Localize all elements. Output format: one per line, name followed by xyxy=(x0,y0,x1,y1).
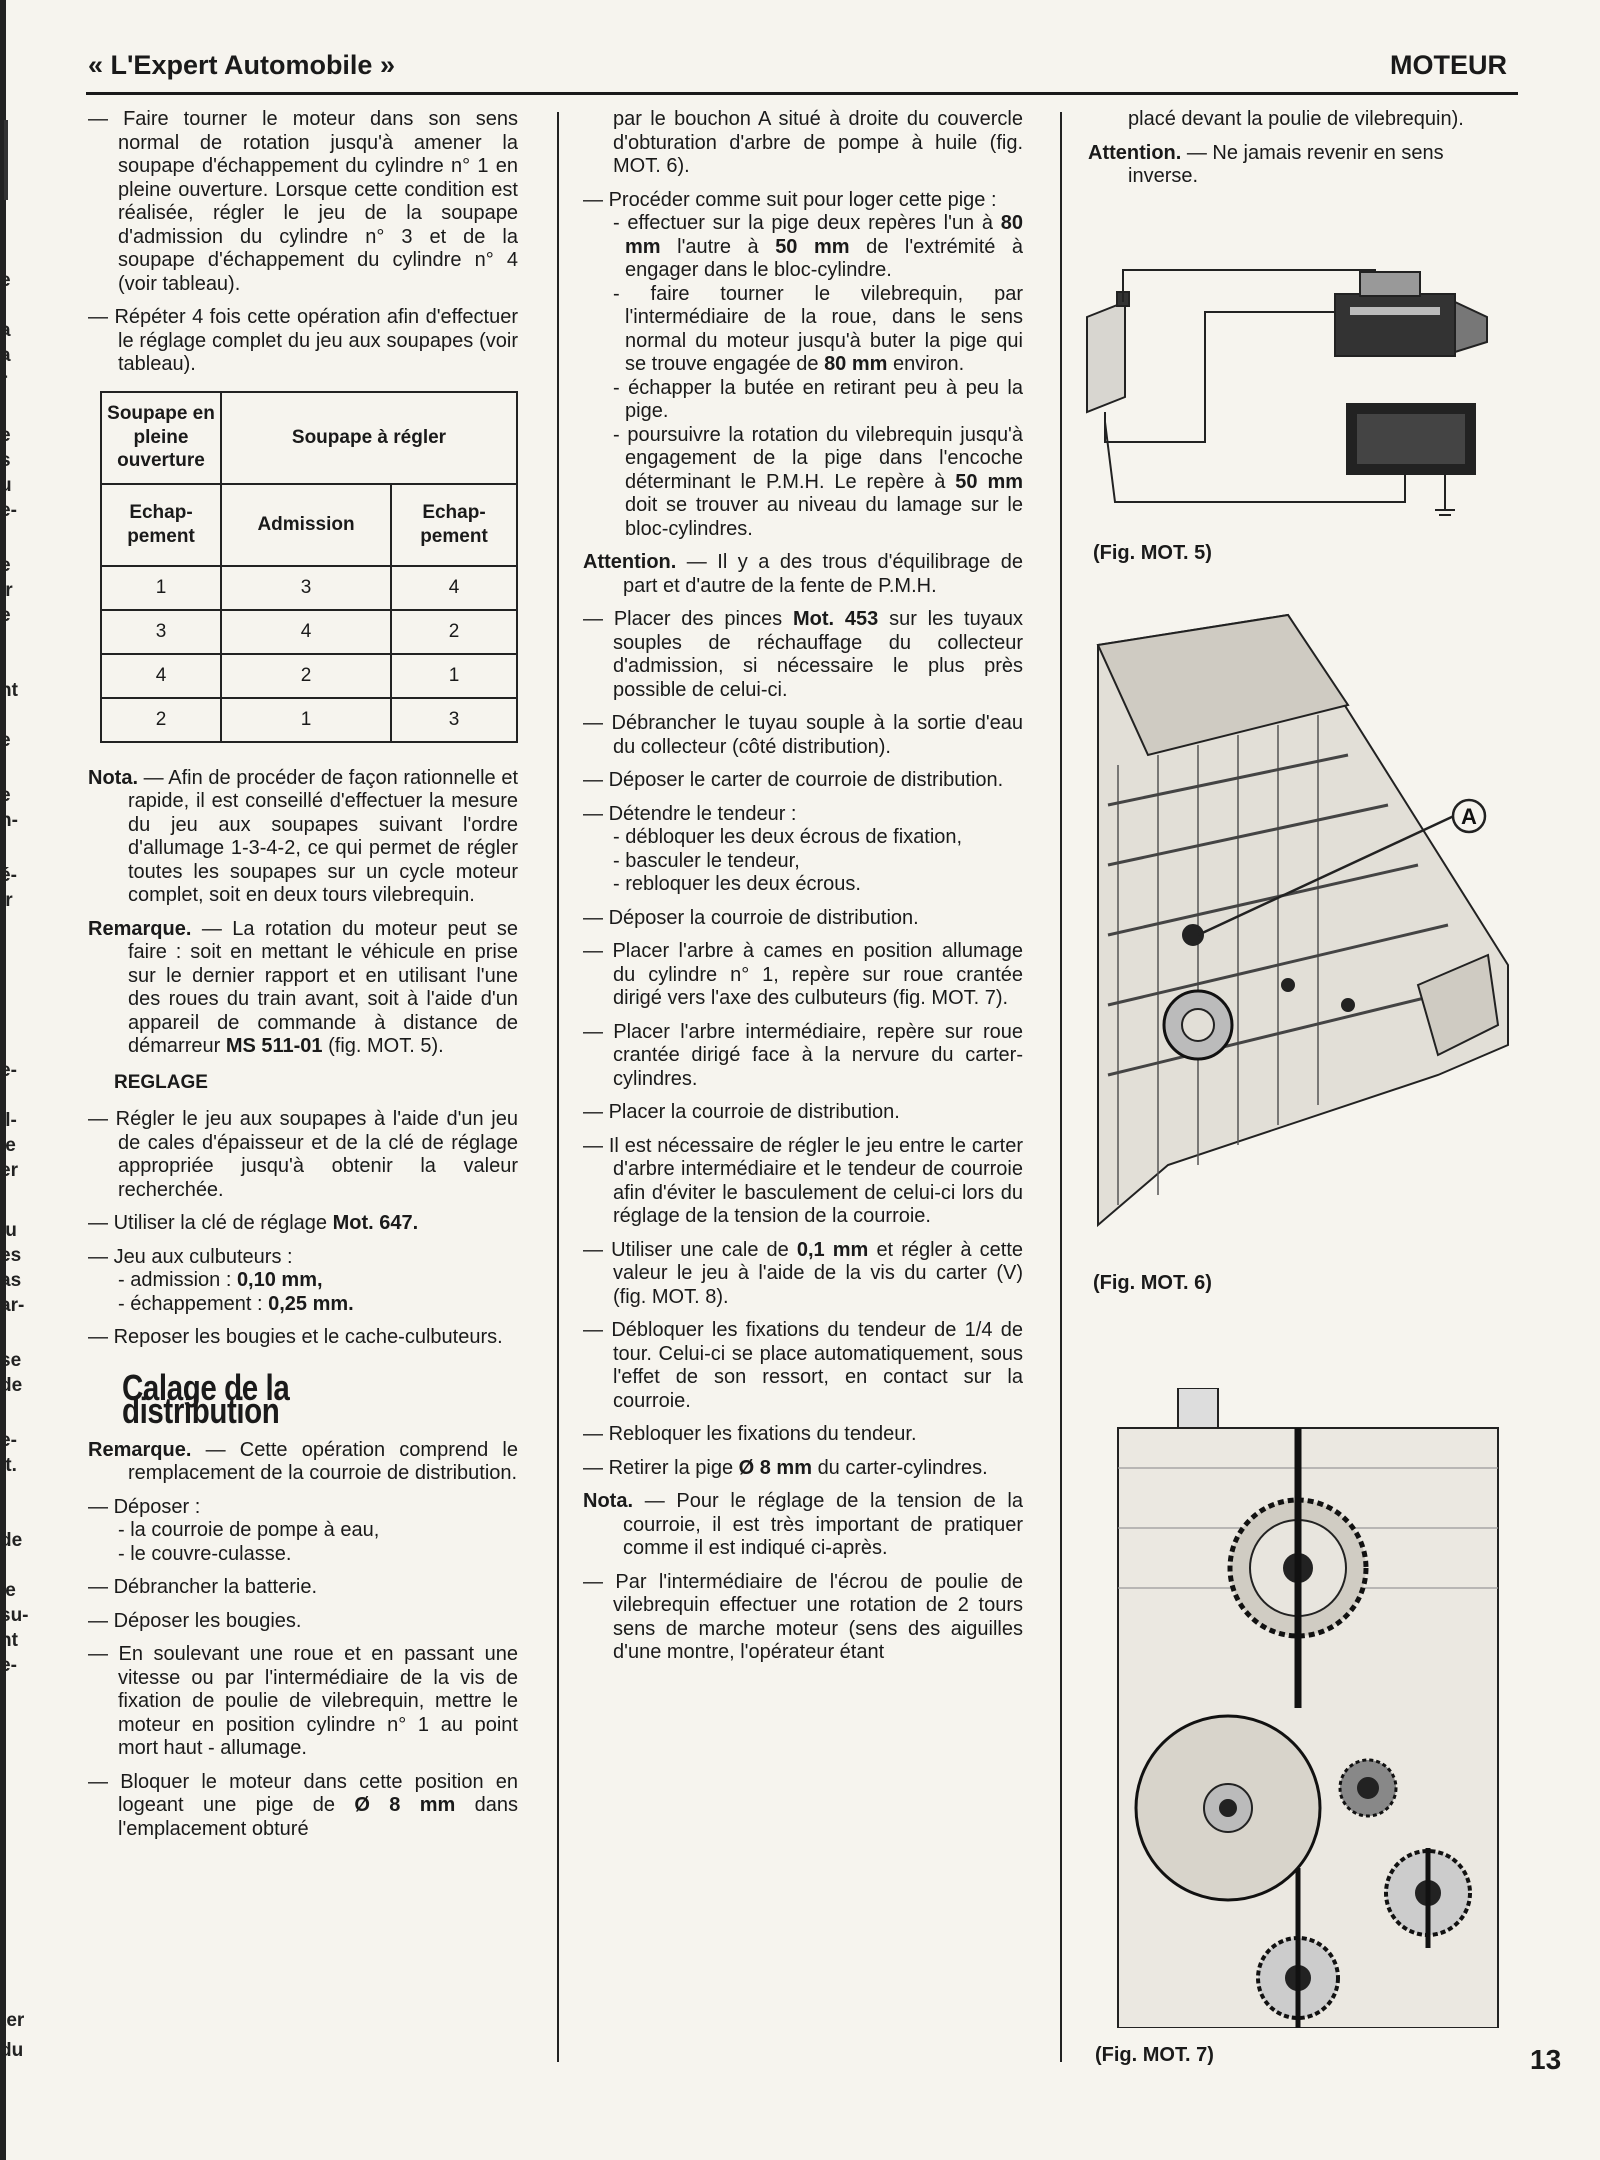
substep-relock: - rebloquer les deux écrous. xyxy=(583,873,1023,897)
step-tensioner: — Détendre le tendeur : xyxy=(583,803,1023,827)
column-divider-1 xyxy=(557,112,559,2062)
substep-rotate-end: environ. xyxy=(893,353,965,375)
paragraph-placed: placé devant la poulie de vilebrequin). xyxy=(1128,108,1464,130)
table-cell: 2 xyxy=(221,654,391,698)
figure-cylinder-block xyxy=(1088,605,1518,1245)
adjacent-page-fragment: es xyxy=(0,1245,22,1266)
table-header-open-valve: Soupape en pleine ouverture xyxy=(101,392,221,484)
header-section: MOTEUR xyxy=(1390,50,1507,80)
header-rule xyxy=(86,92,1518,95)
step-cover: — Déposer le carter de courroie de distribution. xyxy=(583,769,1023,793)
nota-2-text: — Pour le réglage de la tension de la courroie, il est très important de pratiquer comme il est indiqué ci-après. xyxy=(623,1490,1024,1559)
adjacent-page-fragment: a xyxy=(0,345,11,366)
adjacent-page-fragment: as xyxy=(0,1270,22,1291)
nota-paragraph xyxy=(88,767,518,908)
reglage-tool: Mot. 647. xyxy=(332,1212,419,1234)
mark-50: 50 mm xyxy=(775,235,850,258)
adjacent-page-fragment: é- xyxy=(0,865,17,886)
step-remove-belt: — Déposer la courroie de distribution. xyxy=(583,907,1023,931)
adjacent-page-fragment: n- xyxy=(0,810,18,831)
adjacent-page-fragment: du xyxy=(0,2040,24,2061)
mark-80: 80 mm xyxy=(625,212,1024,258)
adjacent-page-fragment: nt xyxy=(0,680,18,701)
figure-caption-6: (Fig. MOT. 6) xyxy=(1093,1272,1212,1294)
section-heading: Calage de la distribution xyxy=(122,1366,290,1431)
step-remove-pin-end: du carter-cylindres. xyxy=(817,1456,988,1479)
step-pinces-end: sur les tuyaux souples de réchauffage du collecteur d'admission, si nécessaire le plus près possible de celui-ci. xyxy=(613,608,1023,701)
reglage-step-4: — Reposer les bougies et le cache-culbuteurs. xyxy=(88,1326,518,1350)
table-cell: 2 xyxy=(101,698,221,742)
attention-paragraph xyxy=(583,551,1023,598)
table-row xyxy=(101,654,517,698)
adjacent-page-fragment: ir xyxy=(0,890,13,911)
nota-2-label: Nota. xyxy=(583,1490,633,1512)
adjacent-page-fragment: e xyxy=(0,270,11,291)
adjacent-page-fragment: le xyxy=(0,1580,16,1601)
table-cell: 1 xyxy=(221,698,391,742)
step-intermediate: — Placer l'arbre intermédiaire, repère sur roue crantée dirigé face à la nervure du carter-cylindres. xyxy=(583,1021,1023,1092)
column-1 xyxy=(88,108,518,1851)
step-pinces xyxy=(583,608,1023,702)
attention-label: Attention. xyxy=(583,551,677,573)
nota-label: Nota. xyxy=(88,766,138,789)
substep-rotate xyxy=(583,283,1023,377)
adjacent-page-fragment: je xyxy=(0,1135,16,1156)
table-cell: 4 xyxy=(101,654,221,698)
adjacent-page-fragment: ter xyxy=(0,2010,25,2031)
adjacent-page-fragment: u xyxy=(0,475,12,496)
column-2 xyxy=(583,108,1023,1675)
remarque-2-label: Remarque. xyxy=(88,1438,192,1461)
reglage-step-2-text: Utiliser la clé de réglage xyxy=(113,1212,327,1234)
adjacent-page-fragment: e- xyxy=(0,1430,17,1451)
remarque-label: Remarque. xyxy=(88,917,192,940)
table-cell: 3 xyxy=(101,610,221,654)
adjacent-page-fragment: il- xyxy=(0,1110,17,1131)
step-shim-text: Utiliser une cale de xyxy=(611,1238,789,1261)
clearance-intake-label: admission : xyxy=(130,1269,232,1291)
figure-label-a: A xyxy=(1461,804,1477,829)
attention-3-paragraph xyxy=(1088,142,1518,189)
step-lock xyxy=(88,1771,518,1842)
step-fit-belt: — Placer la courroie de distribution. xyxy=(583,1101,1023,1125)
clearance-exhaust xyxy=(88,1293,518,1317)
adjacent-page-fragment: a xyxy=(0,320,11,341)
substep-tilt: - basculer le tendeur, xyxy=(583,850,1023,874)
step-deposer: — Déposer : xyxy=(88,1496,518,1520)
pin-size: Ø 8 mm xyxy=(738,1456,812,1479)
substep-marks-mid: l'autre à xyxy=(677,235,759,258)
step-remove-pin xyxy=(583,1457,1023,1481)
clearance-exhaust-label: échappement : xyxy=(130,1292,263,1315)
adjacent-page-fragment: ar- xyxy=(0,1295,25,1316)
column-divider-2 xyxy=(1060,112,1062,2062)
adjacent-page-fragment: e- xyxy=(0,1060,17,1081)
step-two-turns: — Par l'intermédiaire de l'écrou de poulie de vilebrequin effectuer une rotation de 2 tours sens de marche moteur (sens des aiguilles d'une montre, l'opérateur étant xyxy=(583,1571,1023,1665)
adjacent-page-fragment: r xyxy=(0,370,8,391)
adjacent-page-fragment: e xyxy=(0,730,11,751)
table-row xyxy=(101,610,517,654)
figure-caption-7: (Fig. MOT. 7) xyxy=(1095,2044,1214,2066)
table-row xyxy=(101,698,517,742)
step-clearance: — Il est nécessaire de régler le jeu entre le carter d'arbre intermédiaire et le tendeur de courroie afin d'éviter le basculement de celui-ci lors du réglage de la tension de la courroie. xyxy=(583,1135,1023,1229)
adjacent-page-fragment: nt xyxy=(0,1630,18,1651)
paragraph-rotate-engine: — Faire tourner le moteur dans son sens normal de rotation jusqu'à amener la soupape d'échappement du cylindre n° 1 en pleine ouverture. Lorsque cette condition est réalisée, régler le jeu de la soupape d'admission du cylindre n° 3 et de la soupape d'échappement du cylindre n° 4 (voir tableau). xyxy=(88,108,518,296)
step-lock-text: Bloquer le moteur dans cette position en logeant une pige de xyxy=(118,1770,519,1816)
binding-mark xyxy=(4,120,8,200)
table-header-intake: Admission xyxy=(221,484,391,566)
attention-3-text: — Ne jamais revenir en sens inverse. xyxy=(1128,141,1444,187)
nota-text: — Afin de procéder de façon rationnelle et rapide, il est conseillé d'effectuer la mesure du jeu aux soupapes suivant l'ordre d'allumage 1-3-4-2, ce qui permet de régler toutes les soupapes sur un cycle moteur complet, soit en deux tours vilebrequin. xyxy=(128,766,518,906)
table-cell: 4 xyxy=(391,566,517,610)
adjacent-page-fragment: e xyxy=(0,555,11,576)
adjacent-page-fragment: iu xyxy=(0,1220,17,1241)
table-cell: 3 xyxy=(221,566,391,610)
step-deposer-a: - la courroie de pompe à eau, xyxy=(88,1519,518,1543)
step-pmh: — En soulevant une roue et en passant une vitesse ou par l'intermédiaire de la vis de fixation de poulie de vilebrequin, mettre le moteur en position cylindre n° 1 au point mort haut - allumage. xyxy=(88,1643,518,1761)
figure-timing-sprockets xyxy=(1098,1388,1518,2028)
adjacent-page-fragment: it. xyxy=(0,1455,17,1476)
step-pinces-text: Placer des pinces xyxy=(613,608,783,630)
remarque-ref: (fig. MOT. 5). xyxy=(328,1035,444,1057)
adjacent-page-fragment: s xyxy=(0,450,11,471)
table-cell: 2 xyxy=(391,610,517,654)
step-lock-size: Ø 8 mm xyxy=(354,1794,456,1816)
adjacent-page-fragment: er xyxy=(0,1160,18,1181)
step-relock-tensioner: — Rebloquer les fixations du tendeur. xyxy=(583,1423,1023,1447)
substep-unlock: - débloquer les deux écrous de fixation, xyxy=(583,826,1023,850)
substep-continue xyxy=(583,424,1023,542)
substep-rotate-text: faire tourner le vilebrequin, par l'intermédiaire de la roue, dans le sens normal du moteur jusqu'à buter la pige qui se trouve engagée de xyxy=(625,282,1024,375)
substep-marks-end: de l'extrémité à engager dans le bloc-cylindre. xyxy=(625,235,1024,281)
substep-marks-text: effectuer sur la pige deux repères l'un à xyxy=(627,212,994,234)
step-remove-pin-text: Retirer la pige xyxy=(608,1456,734,1479)
reglage-step-1: — Régler le jeu aux soupapes à l'aide d'un jeu de cales d'épaisseur et de la clé de réglage appropriée jusqu'à obtenir la valeur recherchée. xyxy=(88,1108,518,1202)
clearance-intake-value: 0,10 mm, xyxy=(236,1269,323,1291)
table-cell: 1 xyxy=(101,566,221,610)
adjacent-page-fragment: e- xyxy=(0,500,17,521)
figure-remote-starter xyxy=(1085,262,1505,532)
shim-size: 0,1 mm xyxy=(796,1238,869,1261)
adjacent-page-fragment: ir xyxy=(0,580,13,601)
mark-50-b: 50 mm xyxy=(955,470,1024,493)
step-shim-end: et régler à cette valeur le jeu à l'aide de la vis du carter (V) (fig. MOT. 8). xyxy=(613,1238,1023,1308)
step-procedure: — Procéder comme suit pour loger cette pige : xyxy=(583,189,1023,213)
table-cell: 3 xyxy=(391,698,517,742)
adjacent-page-fragment: e- xyxy=(0,1655,17,1676)
mark-80-b: 80 mm xyxy=(824,353,888,375)
adjacent-page-fragment: se xyxy=(0,1350,22,1371)
valve-table xyxy=(100,391,518,743)
adjacent-page-fragment: e xyxy=(0,605,11,626)
substep-continue-end: doit se trouver au niveau du lamage sur le bloc-cylindres. xyxy=(625,494,1023,540)
header-title: « L'Expert Automobile » xyxy=(88,50,395,80)
clearance-intake xyxy=(88,1269,518,1293)
attention-3-label: Attention. xyxy=(1088,141,1182,164)
remarque-paragraph xyxy=(88,918,518,1059)
substep-continue-text: poursuivre la rotation du vilebrequin jusqu'à engagement de la pige dans l'encoche déterminant le P.M.H. Le repère à xyxy=(625,423,1024,493)
step-battery: — Débrancher la batterie. xyxy=(88,1576,518,1600)
remarque-text: — La rotation du moteur peut se faire : soit en mettant le véhicule en prise sur le dernier rapport et en utilisant l'une des roues du train avant, soit à l'aide d'un appareil de commande à distance de démarreur xyxy=(128,917,518,1057)
table-cell: 4 xyxy=(221,610,391,654)
nota-2-paragraph xyxy=(583,1490,1023,1561)
table-header-valve-to-adjust: Soupape à régler xyxy=(221,392,517,484)
remarque-2-paragraph xyxy=(88,1439,518,1486)
page-number: 13 xyxy=(1530,2044,1562,2075)
adjacent-page-fragment: de xyxy=(0,1530,23,1551)
remarque-tool: MS 511-01 xyxy=(225,1035,323,1057)
step-deposer-b: - le couvre-culasse. xyxy=(88,1543,518,1567)
reglage-step-3: — Jeu aux culbuteurs : xyxy=(88,1246,518,1270)
paragraph-bouchon: par le bouchon A situé à droite du couvercle d'obturation d'arbre de pompe à huile (fig. MOT. 6). xyxy=(613,108,1023,177)
figure-caption-5: (Fig. MOT. 5) xyxy=(1093,542,1212,564)
table-header-exhaust-2: Echap-pement xyxy=(391,484,517,566)
reglage-step-2 xyxy=(88,1212,518,1236)
step-plugs: — Déposer les bougies. xyxy=(88,1610,518,1634)
step-lock-end: dans l'emplacement obturé xyxy=(118,1794,519,1840)
clearance-exhaust-value: 0,25 mm. xyxy=(268,1292,354,1315)
adjacent-page-fragment: de xyxy=(0,1375,23,1396)
adjacent-page-fragment: e xyxy=(0,785,11,806)
table-row xyxy=(101,566,517,610)
tool-mot-453: Mot. 453 xyxy=(793,608,879,630)
substep-marks xyxy=(583,212,1023,283)
adjacent-page-fragment: e xyxy=(0,425,11,446)
substep-release: - échapper la butée en retirant peu à peu la pige. xyxy=(583,377,1023,424)
paragraph-repeat: — Répéter 4 fois cette opération afin d'effectuer le réglage complet du jeu aux soupapes (voir tableau). xyxy=(88,306,518,377)
step-unlock-tensioner: — Débloquer les fixations du tendeur de 1/4 de tour. Celui-ci se place automatiquement, sous l'effet de son ressort, en contact sur la courroie. xyxy=(583,1319,1023,1413)
adjacent-page-fragment: su- xyxy=(0,1605,29,1626)
step-shim xyxy=(583,1239,1023,1310)
remarque-2-text: — Cette opération comprend le remplacement de la courroie de distribution. xyxy=(128,1438,518,1484)
attention-text: — Il y a des trous d'équilibrage de part et d'autre de la fente de P.M.H. xyxy=(623,551,1023,597)
table-header-exhaust-1: Echap-pement xyxy=(101,484,221,566)
reglage-heading: REGLAGE xyxy=(114,1071,208,1093)
step-camshaft: — Placer l'arbre à cames en position allumage du cylindre n° 1, repère sur roue crantée dirigé vers l'axe des culbuteurs (fig. MOT. 7). xyxy=(583,940,1023,1011)
column-3 xyxy=(1088,108,1518,199)
step-hose: — Débrancher le tuyau souple à la sortie d'eau du collecteur (côté distribution). xyxy=(583,712,1023,759)
table-cell: 1 xyxy=(391,654,517,698)
